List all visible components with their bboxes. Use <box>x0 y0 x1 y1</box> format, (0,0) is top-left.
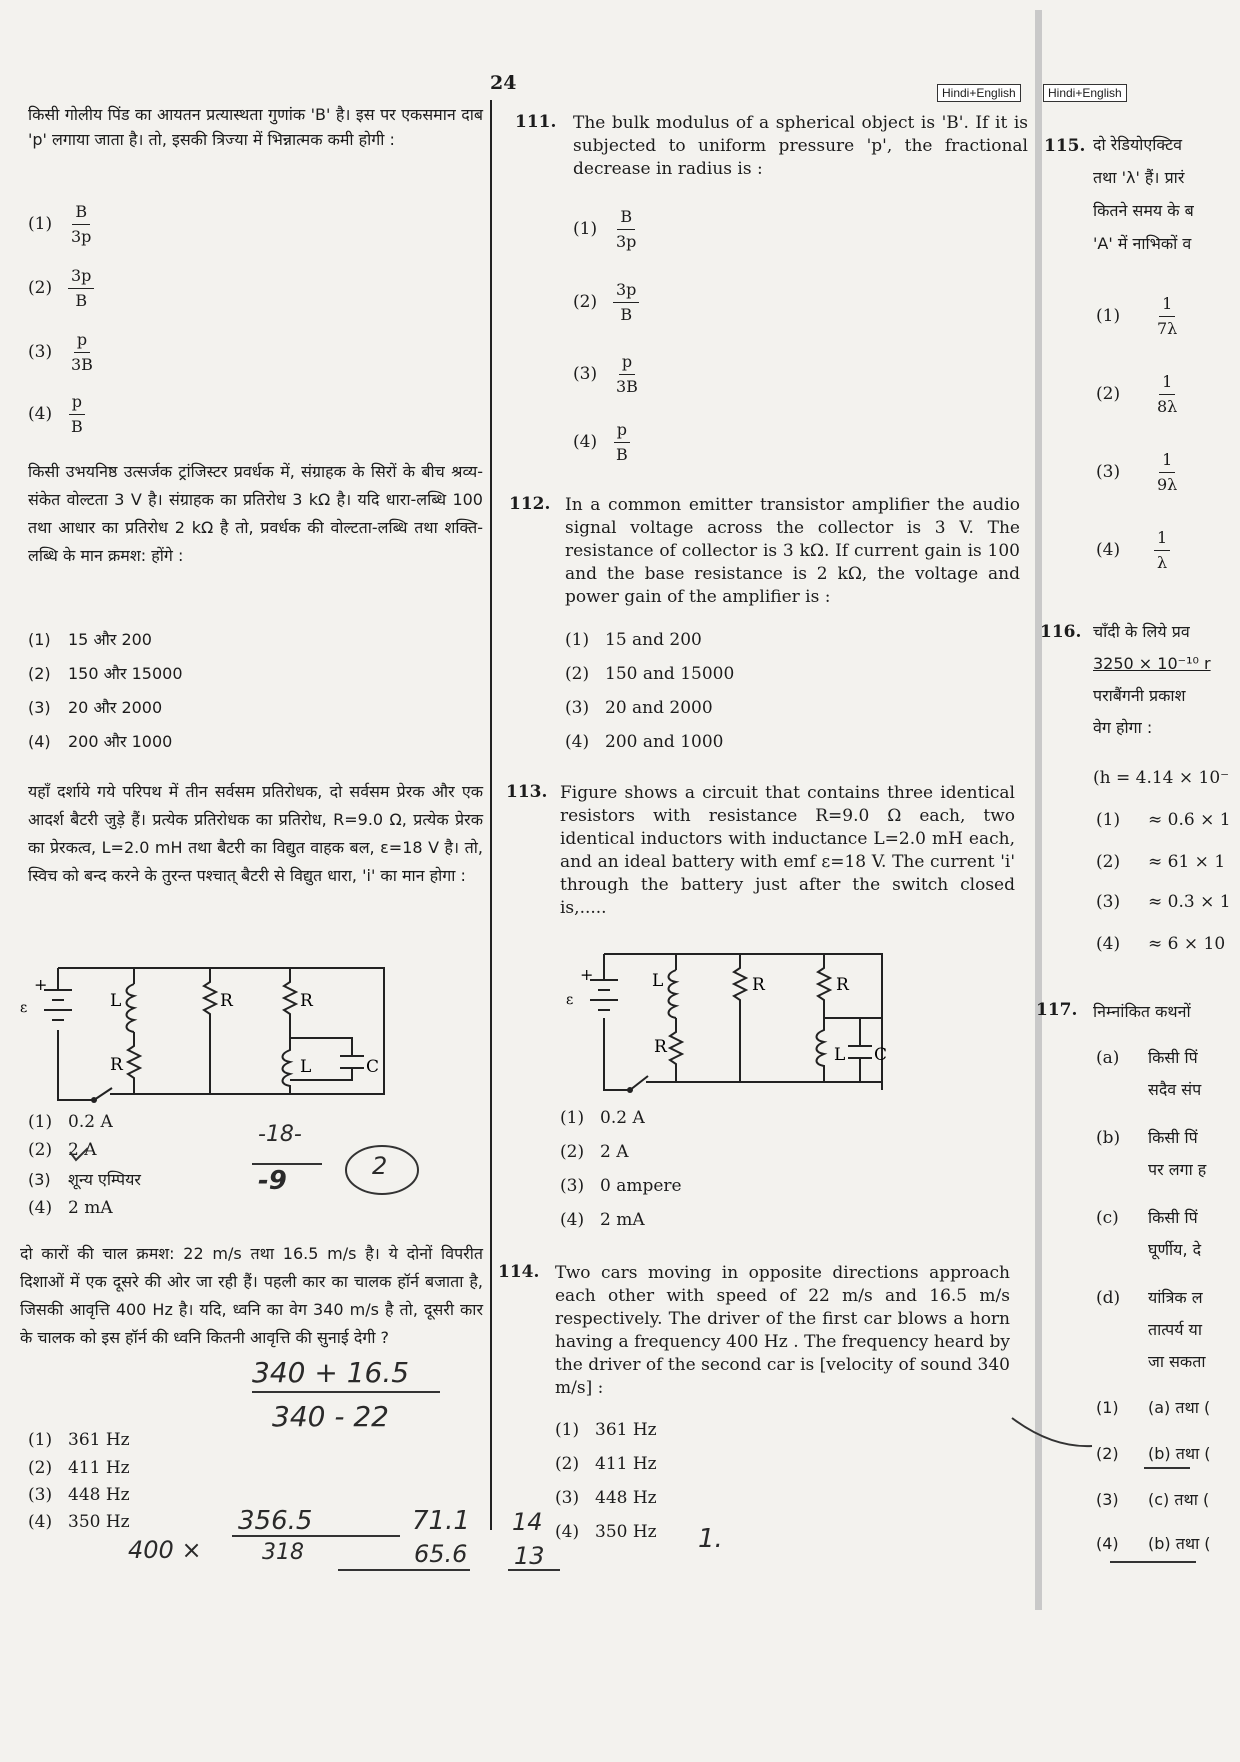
option: (2) $\frac{3p}{B}$ <box>573 278 639 327</box>
capacitor-label: C <box>366 1057 380 1077</box>
statement-label: (a) <box>1096 1048 1120 1068</box>
option: (1) $\frac{B}{3p}$ <box>573 207 637 251</box>
statement-label: (d) <box>1096 1288 1121 1308</box>
option: (3) 20 and 2000 <box>565 698 713 718</box>
option: (3) 448 Hz <box>555 1488 657 1508</box>
statement-label: (c) <box>1096 1208 1119 1228</box>
option: (1) $\frac{B}{3p}$ <box>28 202 92 246</box>
option: (2) 150 और 15000 <box>28 664 183 683</box>
option: (3) 448 Hz <box>28 1485 130 1505</box>
option: (4) ≈ 6 × 10 <box>1096 934 1226 954</box>
option: (1) 0.2 A <box>28 1112 113 1132</box>
statement-text: किसी पिं घूर्णीय, दे <box>1148 1208 1202 1259</box>
option: (3) $\frac{p}{3B}$ <box>28 330 93 374</box>
handwritten-note: 71.1 <box>412 1506 470 1536</box>
statement-text: किसी पिं सदैव संप <box>1148 1048 1202 1099</box>
capacitor-label: C <box>874 1045 888 1065</box>
statement-text: यांत्रिक ल तात्पर्य या जा सकता <box>1148 1288 1206 1371</box>
option: (3) 0 ampere <box>560 1176 682 1196</box>
option: (3) $\frac{1}{9\lambda}$ <box>1096 450 1178 494</box>
question-number: 117. <box>1036 1000 1078 1020</box>
inductor-label: L <box>300 1057 312 1077</box>
statement-label: (b) <box>1096 1128 1121 1148</box>
handwritten-note: 400 × <box>128 1536 202 1564</box>
option: (4) $\frac{1}{\lambda}$ <box>1096 526 1170 575</box>
handwritten-note: 1. <box>698 1524 723 1554</box>
resistor-label: R <box>836 975 849 995</box>
handwritten-note: 340 + 16.5 <box>252 1356 410 1389</box>
resistor-label: R <box>300 991 313 1011</box>
handwritten-note: -9 <box>258 1166 287 1196</box>
handwritten-note: 13 <box>514 1542 545 1570</box>
resistor-label: R <box>110 1055 123 1075</box>
option: (3) ≈ 0.3 × 1 <box>1096 892 1231 912</box>
option: (3) $\frac{p}{3B}$ <box>573 352 638 396</box>
handwritten-note: 340 - 22 <box>272 1400 389 1433</box>
option: (1) $\frac{1}{7\lambda}$ <box>1096 294 1178 338</box>
resistor-label: R <box>654 1037 667 1057</box>
handwritten-note: 2 <box>372 1152 388 1180</box>
handwritten-note: 356.5 <box>238 1506 313 1536</box>
inductor-label: L <box>834 1045 846 1065</box>
resistor-label: R <box>220 991 233 1011</box>
given-constant: (h = 4.14 × 10⁻ <box>1093 768 1230 788</box>
language-tag: Hindi+English <box>1043 84 1127 102</box>
option: (2) ≈ 61 × 1 <box>1096 852 1226 872</box>
option: (4) 200 और 1000 <box>28 732 173 751</box>
handwritten-note: 14 <box>512 1508 543 1536</box>
question-text: यहाँ दर्शाये गये परिपथ में तीन सर्वसम प्रतिरोधक, दो सर्वसम प्रेरक और एक आदर्श बैटरी जुड़े हैं। प्रत्येक प्रतिरोधक का प्रतिरोध, R=9.0 Ω, प्रत्येक प्रेरक का प्रेरकत्व, L=2.0 mH तथा बैटरी का विद्युत वाहक बल, ε=18 V है। तो, स्विच को बन्द करने के तुरन्त पश्चात् बैटरी से विद्युत धारा, 'i' का मान होगा : <box>28 782 483 885</box>
option: (3) शून्य एम्पियर <box>28 1170 141 1189</box>
option: (1) 15 and 200 <box>565 630 702 650</box>
handwritten-note: 65.6 <box>414 1540 468 1568</box>
inductor-label: L <box>652 971 664 991</box>
option: (2) 150 and 15000 <box>565 664 735 684</box>
option: (4) 350 Hz <box>28 1512 130 1532</box>
option: (4) $\frac{p}{B}$ <box>28 390 86 439</box>
question-text: Two cars moving in opposite directions approach each other with speed of 22 m/s and 16.5 m/s respectively. The driver of the first car blows a horn having a frequency 400 Hz . The frequency heard by the driver of the second car is [velocity of sound 340 m/s] : <box>555 1263 1010 1398</box>
question-text: दो रेडियोएक्टिव तथा 'λ' हैं। प्रारं कितने समय के ब 'A' में नाभिकों व <box>1093 135 1194 253</box>
option: (2) 411 Hz <box>28 1458 130 1478</box>
option: (4) (b) तथा ( <box>1096 1534 1211 1553</box>
option: (2) (b) तथा ( <box>1096 1444 1211 1463</box>
option: (4) 2 mA <box>560 1210 645 1230</box>
option: (1) ≈ 0.6 × 1 <box>1096 810 1231 830</box>
plus-label: + <box>34 975 48 994</box>
question-text: In a common emitter transistor amplifier the audio signal voltage across the collector is 3 V. The resistance of collector is 3 kΩ. If current gain is 100 and the base resistance is 2 kΩ, the voltage and power gain of the amplifier is : <box>565 495 1020 607</box>
option: (4) 350 Hz <box>555 1522 657 1542</box>
option: (1) 361 Hz <box>555 1420 657 1440</box>
statement-text: किसी पिं पर लगा ह <box>1148 1128 1207 1179</box>
language-tag: Hindi+English <box>937 84 1021 102</box>
question-number: 115. <box>1044 136 1086 156</box>
option: (3) 20 और 2000 <box>28 698 163 717</box>
emf-label: ε <box>20 1000 28 1016</box>
question-number: 114. <box>498 1262 540 1282</box>
question-number: 112. <box>509 494 551 514</box>
resistor-label: R <box>752 975 765 995</box>
option: (1) (a) तथा ( <box>1096 1398 1211 1417</box>
hand-stroke <box>1012 1418 1092 1446</box>
inductor-label: L <box>110 991 122 1011</box>
question-text: किसी गोलीय पिंड का आयतन प्रत्यास्थता गुणांक 'B' है। इस पर एकसमान दाब 'p' लगाया जाता है। तो, इसकी त्रिज्या में भिन्नात्मक कमी होगी : <box>28 105 483 149</box>
question-number: 113. <box>506 782 548 802</box>
option: (2) 2 A <box>28 1140 97 1160</box>
question-number: 111. <box>515 112 557 132</box>
page-number: 24 <box>490 72 517 94</box>
option: (2) 2 A <box>560 1142 629 1162</box>
plus-label: + <box>580 965 594 984</box>
option: (4) 200 and 1000 <box>565 732 724 752</box>
option: (4) $\frac{p}{B}$ <box>573 418 631 467</box>
handwritten-note: 318 <box>262 1540 304 1565</box>
option: (2) $\frac{1}{8\lambda}$ <box>1096 372 1178 416</box>
option: (1) 15 और 200 <box>28 630 152 649</box>
question-text: किसी उभयनिष्ठ उत्सर्जक ट्रांजिस्टर प्रवर्धक में, संग्राहक के सिरों के बीच श्रव्य-संकेत वोल्टता 3 V है। संग्राहक का प्रतिरोध 3 kΩ है। यदि धारा-लब्धि 100 तथा आधार का प्रतिरोध 2 kΩ है तो, प्रवर्धक की वोल्टता-लब्धि तथा शक्ति-लब्धि के मान क्रमश: होंगे : <box>28 462 483 565</box>
tick-mark <box>70 1148 88 1160</box>
option: (1) 0.2 A <box>560 1108 645 1128</box>
option: (3) (c) तथा ( <box>1096 1490 1210 1509</box>
option: (4) 2 mA <box>28 1198 113 1218</box>
question-number: 116. <box>1040 622 1082 642</box>
question-text: दो कारों की चाल क्रमश: 22 m/s तथा 16.5 m/s है। ये दोनों विपरीत दिशाओं में एक दूसरे की ओर जा रही हैं। पहली कार का चालक हॉर्न बजाता है, जिसकी आवृत्ति 400 Hz है। यदि, ध्वनि का वेग 340 m/s है तो, दूसरी कार के चालक को इस हॉर्न की ध्वनि कितनी आवृत्ति की सुनाई देगी ? <box>20 1244 483 1347</box>
question-text: चाँदी के लिये प्रव 3250 × 10⁻¹⁰ r पराबैंगनी प्रकाश वेग होगा : <box>1093 622 1211 737</box>
option: (2) $\frac{3p}{B}$ <box>28 264 94 313</box>
question-text: निम्नांकित कथनों <box>1093 1002 1191 1021</box>
question-text: Figure shows a circuit that contains three identical resistors with resistance R=9.0 Ω each, two identical inductors with inductance L=2.0 mH each, and an ideal battery with emf ε=18 V. The current 'i' through the battery just after the switch closed is,..... <box>560 783 1015 918</box>
handwritten-note: -18- <box>258 1122 302 1147</box>
emf-label: ε <box>566 992 574 1008</box>
option: (2) 411 Hz <box>555 1454 657 1474</box>
option: (1) 361 Hz <box>28 1430 130 1450</box>
question-text: The bulk modulus of a spherical object is 'B'. If it is subjected to uniform pressure 'p', the fractional decrease in radius is : <box>573 113 1028 179</box>
